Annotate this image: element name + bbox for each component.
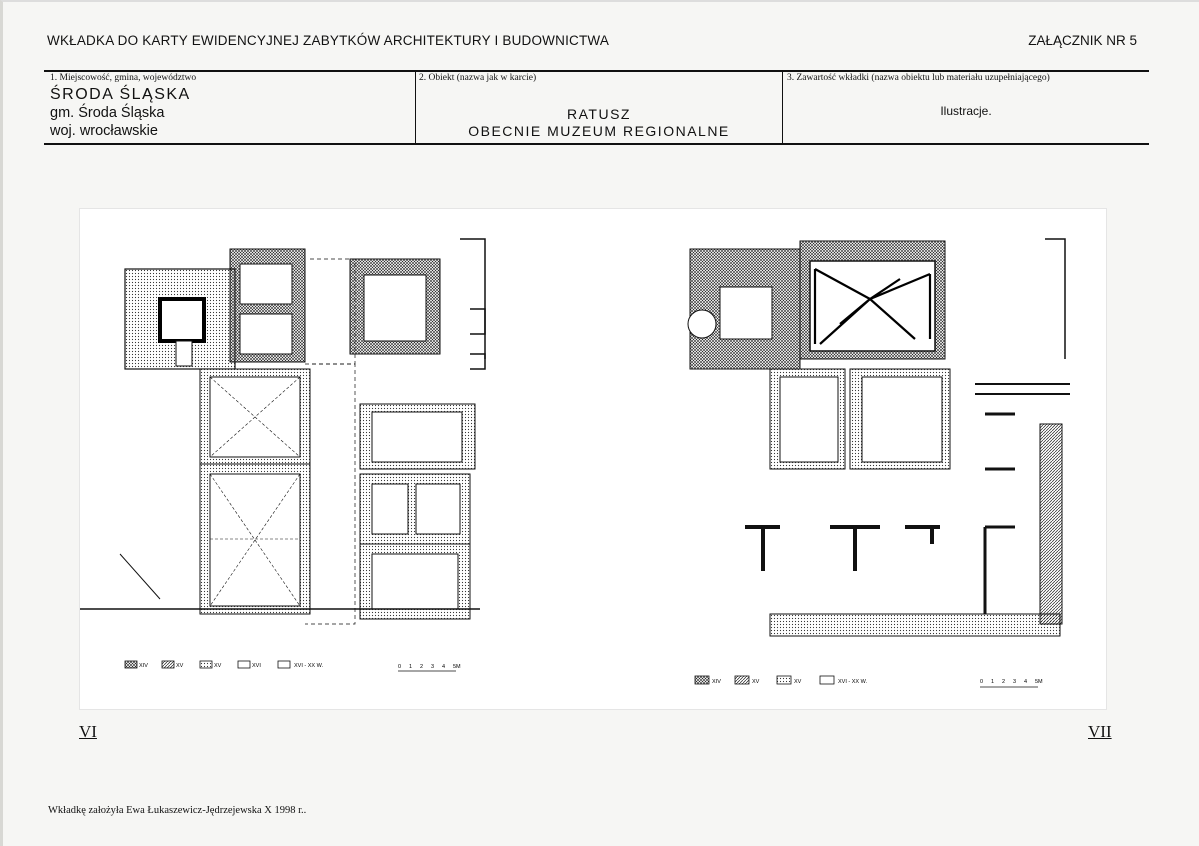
plate-numeral-vi: VI bbox=[79, 722, 97, 741]
table-top-rule bbox=[44, 70, 1149, 72]
scale-vi-0: 0 bbox=[398, 664, 402, 670]
object-block bbox=[418, 106, 780, 140]
document-title: WKŁADKA DO KARTY EWIDENCYJNEJ ZABYTKÓW ARCHITEKTURY I BUDOWNICTWA bbox=[47, 33, 610, 48]
object-label: 2. Obiekt (nazwa jak w karcie) bbox=[419, 73, 537, 83]
scale-vi-3: 3 bbox=[431, 664, 435, 670]
legend-vi-0: XIV bbox=[139, 663, 148, 669]
plan-vii bbox=[688, 239, 1070, 636]
town-name: ŚRODA ŚLĄSKA bbox=[50, 86, 191, 103]
plan-vii-legend bbox=[695, 676, 1043, 687]
legend-vi-2: XV bbox=[214, 663, 222, 669]
scale-vi-2: 2 bbox=[420, 664, 424, 670]
column-divider bbox=[782, 70, 783, 144]
scale-vii-5: 5M bbox=[1035, 679, 1043, 685]
locality-label: 1. Miejscowość, gmina, województwo bbox=[50, 73, 197, 83]
author-note: Wkładkę założyła Ewa Łukaszewicz-Jędrzejewska X 1998 r.. bbox=[48, 805, 307, 816]
scale-vi-1: 1 bbox=[409, 664, 413, 670]
commune-name: gm. Środa Śląska bbox=[50, 105, 165, 121]
floor-plans-drawing bbox=[80, 209, 1106, 709]
legend-vii-3: XVI - XX W. bbox=[838, 679, 868, 685]
voivodeship-name: woj. wrocławskie bbox=[50, 123, 158, 139]
plan-vi-legend bbox=[125, 661, 461, 671]
column-divider bbox=[415, 70, 416, 144]
scale-vii-0: 0 bbox=[980, 679, 984, 685]
legend-vii-0: XIV bbox=[712, 679, 721, 685]
object-current-use: OBECNIE MUZEUM REGIONALNE bbox=[468, 123, 730, 139]
object-name: RATUSZ bbox=[567, 106, 631, 122]
scale-vi-5: 5M bbox=[453, 664, 461, 670]
scale-vii-1: 1 bbox=[991, 679, 995, 685]
legend-vi-3: XVI bbox=[252, 663, 261, 669]
scale-vi-4: 4 bbox=[442, 664, 446, 670]
legend-vii-2: XV bbox=[794, 679, 802, 685]
legend-vi-4: XVI - XX W. bbox=[294, 663, 324, 669]
scale-vii-4: 4 bbox=[1024, 679, 1028, 685]
locality-block bbox=[50, 86, 191, 140]
table-bottom-rule bbox=[44, 143, 1149, 145]
plate-numeral-vii: VII bbox=[1088, 722, 1112, 741]
content-value: Ilustracje. bbox=[940, 104, 992, 118]
scale-vii-2: 2 bbox=[1002, 679, 1006, 685]
plan-vi bbox=[80, 239, 485, 624]
legend-vi-1: XV bbox=[176, 663, 184, 669]
plates-sheet bbox=[79, 208, 1107, 710]
legend-vii-1: XV bbox=[752, 679, 760, 685]
content-label: 3. Zawartość wkładki (nazwa obiektu lub materiału uzupełniającego) bbox=[787, 73, 1050, 83]
scale-vii-3: 3 bbox=[1013, 679, 1017, 685]
annex-number: ZAŁĄCZNIK NR 5 bbox=[1028, 33, 1137, 48]
